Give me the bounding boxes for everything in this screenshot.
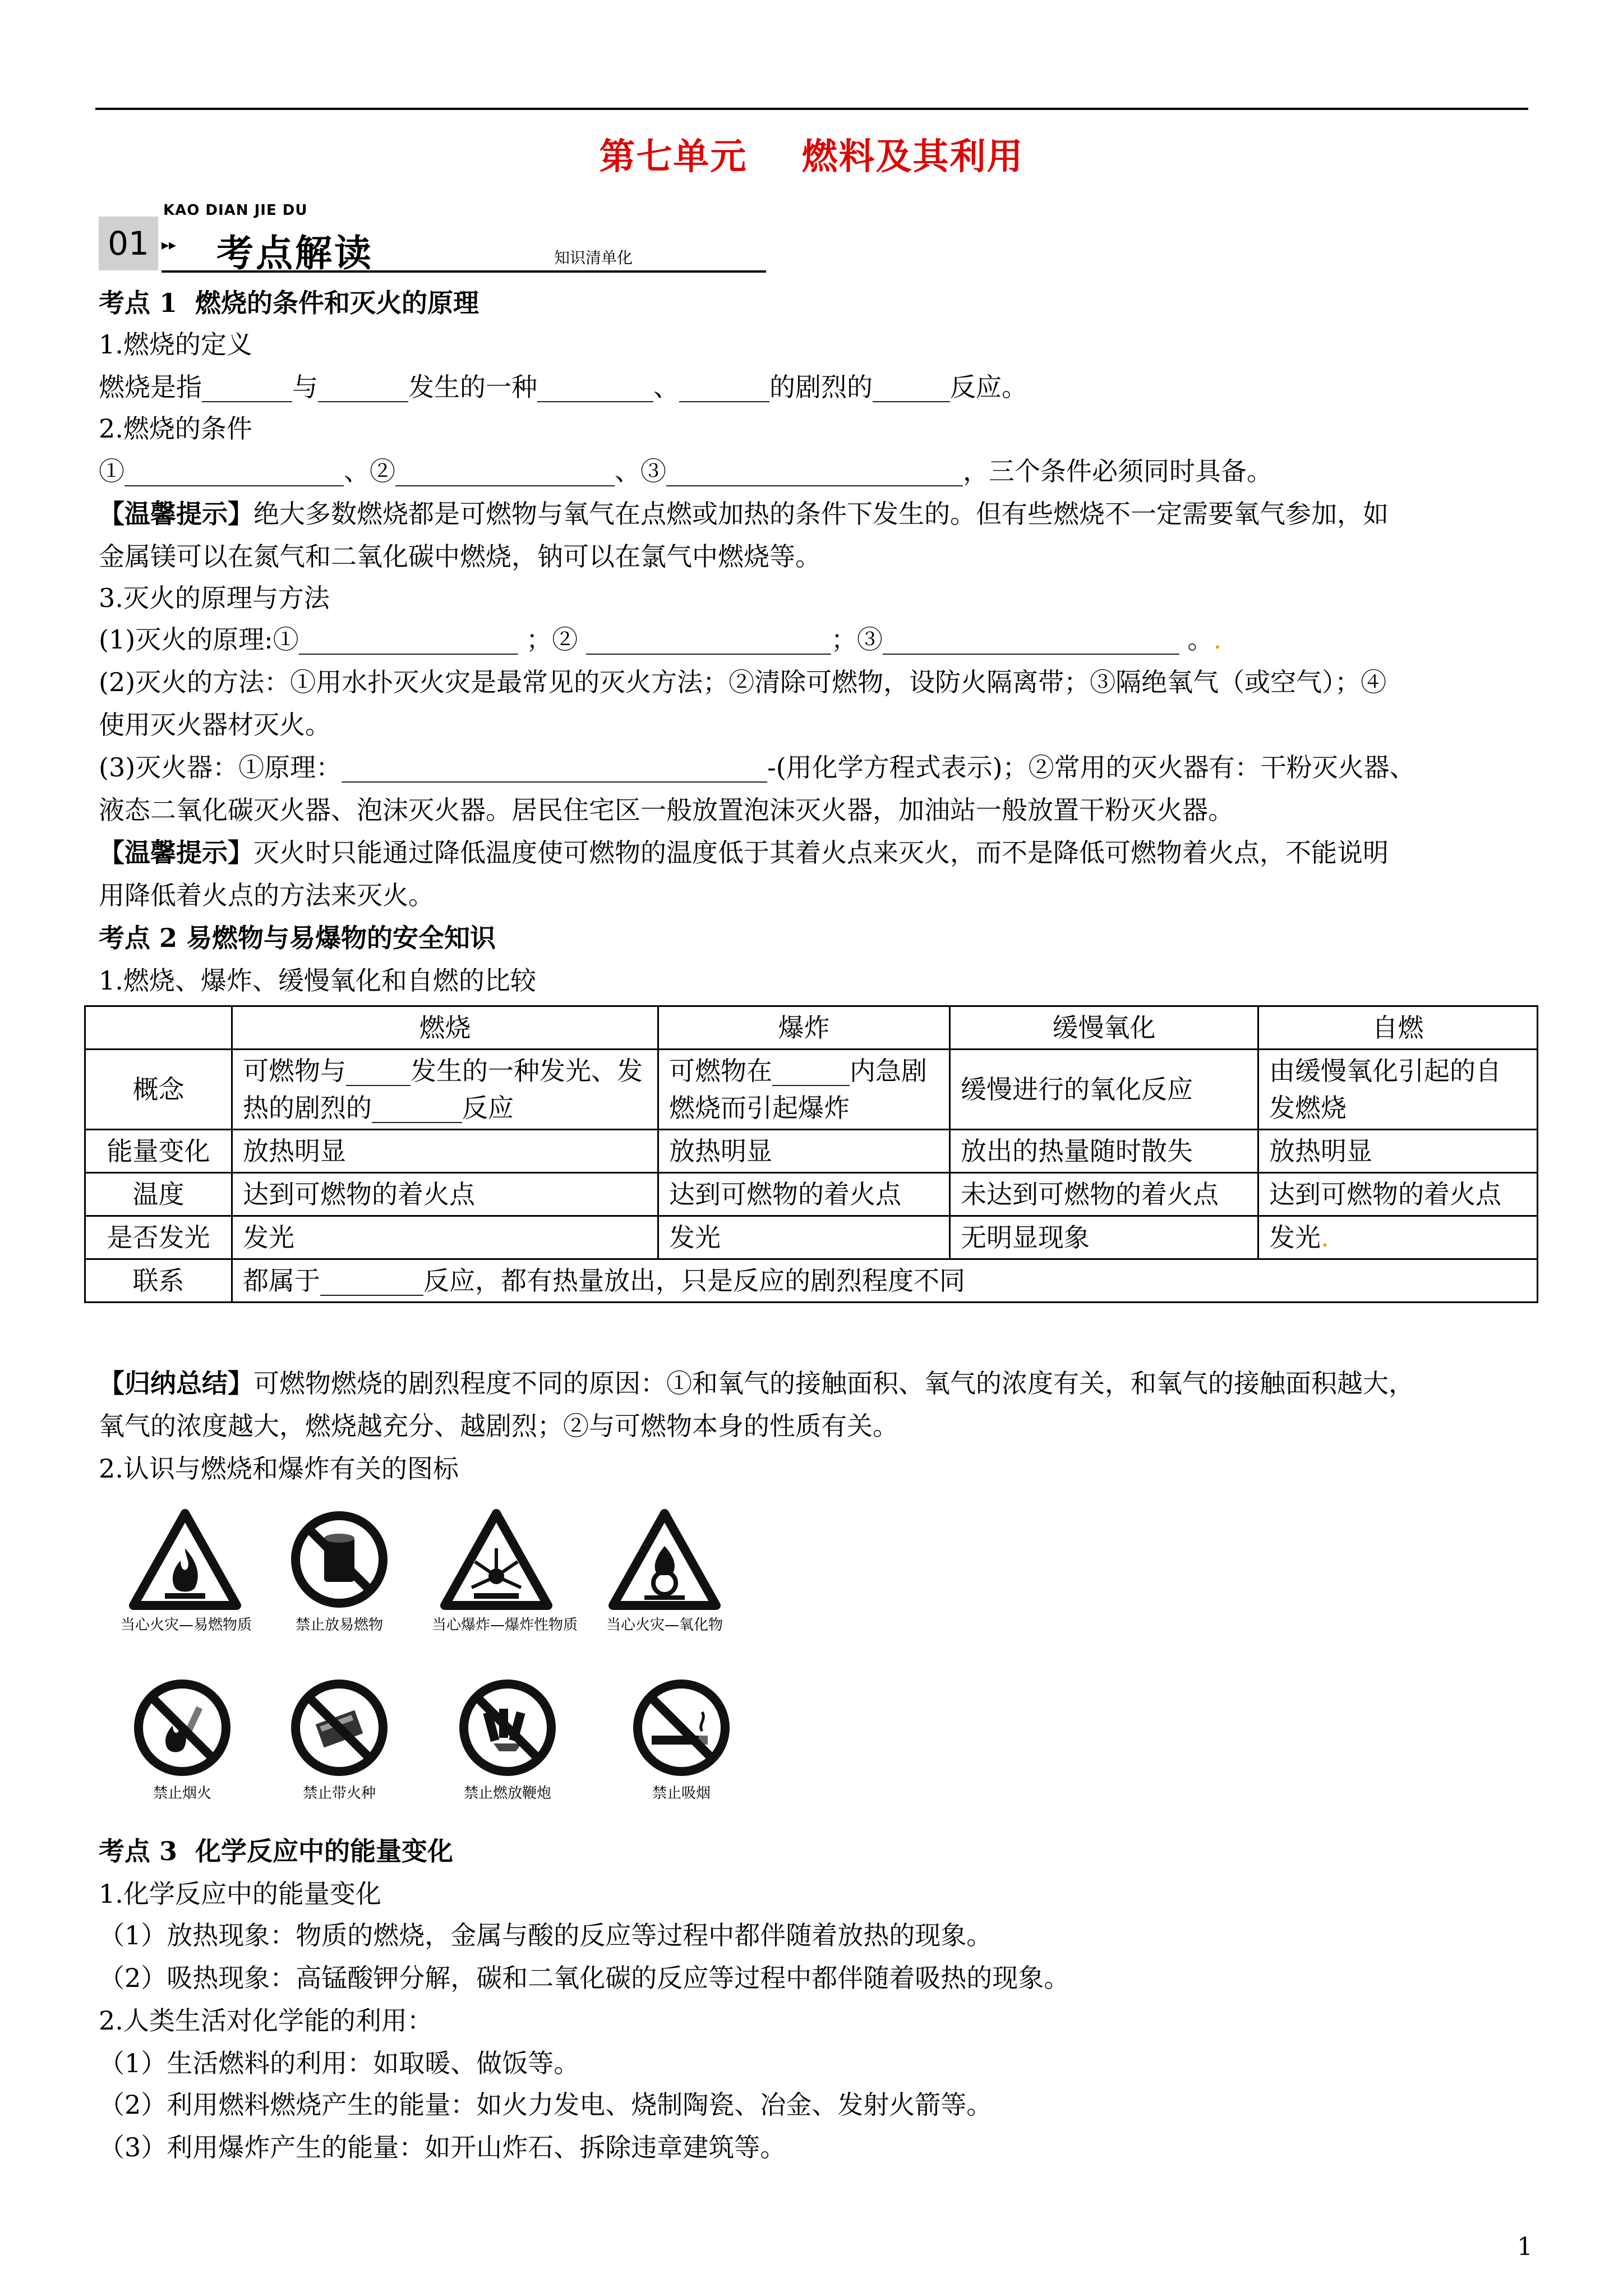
table-header-row (85, 1006, 1538, 1050)
energy-change-heading: 1.化学反应中的能量变化 (99, 1879, 381, 1909)
energy-use-heading: 2.人类生活对化学能的利用： (99, 2005, 433, 2036)
section-banner (99, 202, 766, 275)
oxidizer-warning-icon (608, 1509, 721, 1610)
sign-no-matches (275, 1677, 404, 1802)
sign-label: 当心火灾—易燃物质 (121, 1617, 252, 1634)
sign-label: 当心火灾—氧化物 (606, 1617, 723, 1634)
comparison-table (84, 1005, 1538, 1303)
comparison-heading: 1.燃烧、爆炸、缓慢氧化和自燃的比较 (99, 965, 536, 996)
table-cell: 缓慢进行的氧化反应 (950, 1050, 1258, 1130)
page-title: 第七单元 燃料及其利用 (599, 136, 1024, 178)
sign-no-smoking (617, 1677, 746, 1802)
table-row (85, 1130, 1538, 1173)
combustion-definition-text: 燃烧是指_______与_______发生的一种_________、_______的剧烈的______反应。 (99, 372, 1027, 402)
sign-label: 禁止放易燃物 (295, 1617, 383, 1634)
table-row (85, 1259, 1538, 1303)
banner-title: 考点解读 (216, 232, 374, 275)
cell-text: 发光 (1269, 1222, 1321, 1253)
no-firecrackers-icon (454, 1677, 561, 1778)
extinguish-principle-text: (1)灭火的原理:①_________________ ；② ___________________；③_______________________ 。 (99, 624, 1214, 655)
sign-no-firecrackers (443, 1677, 572, 1802)
table-cell: 发光 (232, 1216, 658, 1259)
sign-flammable (121, 1509, 250, 1634)
double-arrow-icon: ▸▸ (162, 237, 177, 254)
sign-explosive (432, 1509, 578, 1634)
sign-label: 禁止吸烟 (652, 1785, 711, 1802)
table-cell (1258, 1216, 1538, 1259)
table-cell: 都属于________反应，都有热量放出，只是反应的剧烈程度不同 (232, 1259, 1538, 1303)
endothermic-text: （2）吸热现象：高锰酸钾分解，碳和二氧化碳的反应等过程中都伴随着吸热的现象。 (99, 1963, 1070, 1993)
table-row (85, 1216, 1538, 1259)
energy-use-2: （2）利用燃料燃烧产生的能量：如火力发电、烧制陶瓷、冶金、发射火箭等。 (99, 2090, 993, 2120)
summary-label: 【归纳总结】 (99, 1368, 253, 1398)
extinguisher-line2: 液态二氧化碳灭火器、泡沫灭火器。居民住宅区一般放置泡沫灭火器，加油站一般放置干粉灭火器。 (99, 795, 1234, 825)
tip1-line1 (99, 497, 1389, 531)
row-label: 温度 (85, 1173, 232, 1216)
combustion-definition-heading: 1.燃烧的定义 (99, 329, 252, 360)
table-cell: 可燃物与_____发生的一种发光、发热的剧烈的_______反应 (232, 1050, 658, 1130)
sign-no-flammables (275, 1509, 404, 1634)
row-label: 能量变化 (85, 1130, 232, 1173)
summary-line2: 氧气的浓度越大，燃烧越充分、越剧烈；②与可燃物本身的性质有关。 (99, 1411, 898, 1441)
sign-oxidizer (600, 1509, 729, 1634)
tip1-line2: 金属镁可以在氮气和二氧化碳中燃烧，钠可以在氯气中燃烧等。 (99, 541, 821, 572)
extinguisher-line1: (3)灭火器：①原理：_________________________________-(用化学方程式表示)；②常用的灭火器有：干粉灭火器、 (99, 752, 1415, 783)
combustion-conditions-heading: 2.燃烧的条件 (99, 413, 252, 444)
sign-label: 禁止带火种 (302, 1785, 376, 1802)
energy-use-1: （1）生活燃料的利用：如取暖、做饭等。 (99, 2048, 580, 2078)
tip2-line2: 用降低着火点的方法来灭火。 (99, 880, 434, 910)
no-smoking-icon (628, 1677, 735, 1778)
tip2-line1 (99, 836, 1389, 869)
table-row (85, 1050, 1538, 1130)
table-header-cell: 自燃 (1258, 1006, 1538, 1050)
table-cell: 发光 (658, 1216, 950, 1259)
summary-line1 (99, 1366, 1414, 1400)
table-cell: 由缓慢氧化引起的自发燃烧 (1258, 1050, 1538, 1130)
table-cell: 放出的热量随时散失 (950, 1130, 1258, 1173)
table-cell: 未达到可燃物的着火点 (950, 1173, 1258, 1216)
table-cell: 放热明显 (658, 1130, 950, 1173)
no-flammables-icon (286, 1509, 393, 1610)
header-rule (95, 108, 1528, 110)
topic2-heading: 考点 2 易燃物与易爆物的安全知识 (99, 923, 496, 953)
no-fire-icon (129, 1677, 236, 1778)
tip-label: 【温馨提示】 (99, 499, 253, 529)
summary-text: 可燃物燃烧的剧烈程度不同的原因：①和氧气的接触面积、氧气的浓度有关，和氧气的接触面积越大， (253, 1368, 1414, 1398)
table-header-cell: 缓慢氧化 (950, 1006, 1258, 1050)
no-matches-icon (286, 1677, 393, 1778)
stray-dot: . (1321, 1222, 1329, 1253)
table-cell: 可燃物在______内急剧燃烧而引起爆炸 (658, 1050, 950, 1130)
extinguish-heading: 3.灭火的原理与方法 (99, 583, 330, 613)
energy-use-3: （3）利用爆炸产生的能量：如开山炸石、拆除违章建筑等。 (99, 2132, 786, 2162)
sign-label: 禁止烟火 (153, 1785, 211, 1802)
flammable-warning-icon (129, 1509, 241, 1610)
extinguish-method-line2: 使用灭火器材灭火。 (99, 710, 331, 740)
table-cell: 达到可燃物的着火点 (232, 1173, 658, 1216)
table-header-cell: 爆炸 (658, 1006, 950, 1050)
combustion-conditions-text: ①_________________、②_________________、③_______________________，三个条件必须同时具备。 (99, 456, 1272, 486)
signs-heading: 2.认识与燃烧和爆炸有关的图标 (99, 1453, 459, 1484)
safety-signs (95, 1509, 785, 1823)
page-number: 1 (1517, 2233, 1533, 2261)
banner-subtitle: 知识清单化 (554, 249, 633, 267)
banner-number: 01 (99, 217, 158, 270)
table-row (85, 1173, 1538, 1216)
tip-label: 【温馨提示】 (99, 838, 253, 868)
tip-text: 绝大多数燃烧都是可燃物与氧气在点燃或加热的条件下发生的。但有些燃烧不一定需要氧气参加，如 (253, 499, 1389, 529)
sign-no-fire (118, 1677, 247, 1802)
row-label: 概念 (85, 1050, 232, 1130)
tip-text: 灭火时只能通过降低温度使可燃物的温度低于其着火点来灭火，而不是降低可燃物着火点，不能说明 (253, 838, 1389, 868)
table-cell: 无明显现象 (950, 1216, 1258, 1259)
table-header-cell (85, 1006, 232, 1050)
table-cell: 放热明显 (232, 1130, 658, 1173)
sign-label: 禁止燃放鞭炮 (463, 1785, 551, 1802)
table-cell: 达到可燃物的着火点 (658, 1173, 950, 1216)
topic3-heading: 考点 3 化学反应中的能量变化 (99, 1836, 454, 1866)
row-label: 联系 (85, 1259, 232, 1303)
sign-label: 当心爆炸—爆炸性物质 (432, 1617, 578, 1634)
table-header-cell: 燃烧 (232, 1006, 658, 1050)
banner-kicker: KAO DIAN JIE DU (163, 202, 308, 219)
topic1-heading: 考点 1 燃烧的条件和灭火的原理 (99, 288, 479, 318)
explosive-warning-icon (440, 1509, 552, 1610)
stray-dot: . (1213, 624, 1222, 655)
row-label: 是否发光 (85, 1216, 232, 1259)
extinguish-method-line1: (2)灭火的方法：①用水扑灭火灾是最常见的灭火方法；②清除可燃物，设防火隔离带；③隔绝氧气（或空气）；④ (99, 667, 1387, 697)
table-cell: 放热明显 (1258, 1130, 1538, 1173)
table-cell: 达到可燃物的着火点 (1258, 1173, 1538, 1216)
extinguish-principle (99, 623, 1221, 656)
exothermic-text: （1）放热现象：物质的燃烧，金属与酸的反应等过程中都伴随着放热的现象。 (99, 1920, 993, 1950)
banner-rule (162, 270, 766, 273)
